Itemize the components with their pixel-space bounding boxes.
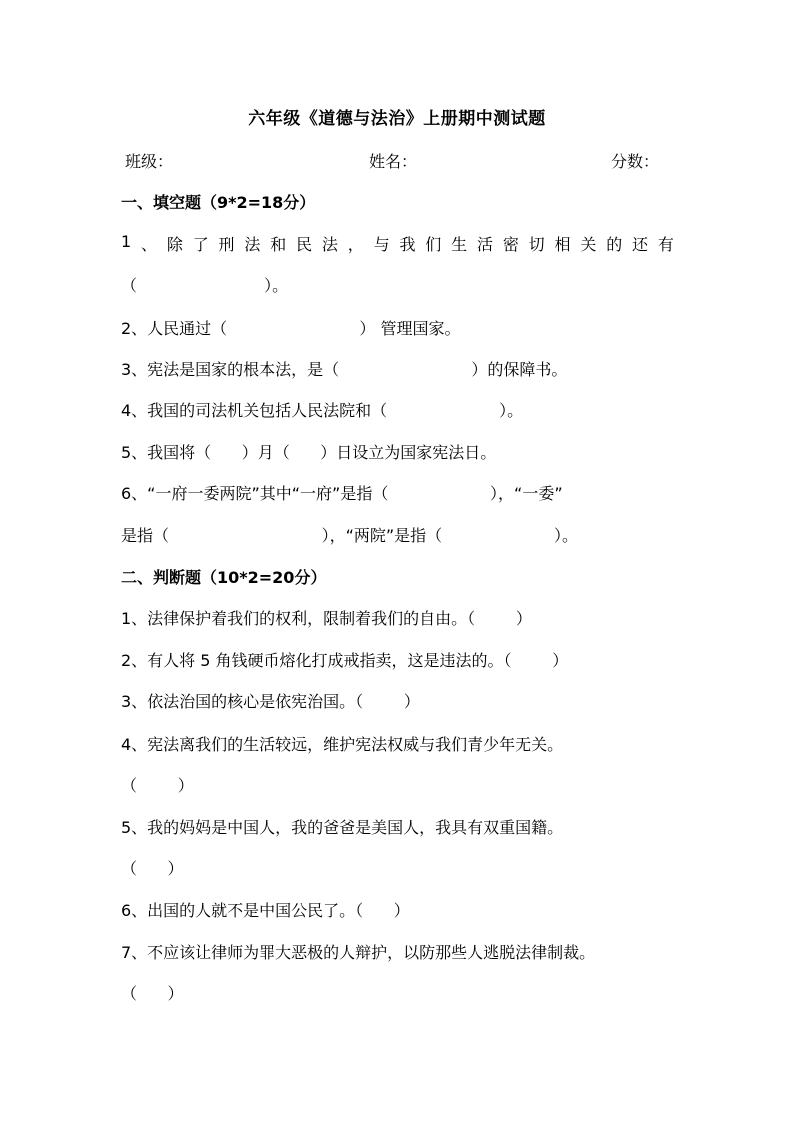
fill-question-1-char: 法 bbox=[321, 235, 338, 254]
fill-question-1-char: 切 bbox=[528, 235, 545, 254]
fill-question-1 bbox=[121, 232, 674, 255]
fill-question-1-char: 的 bbox=[606, 235, 623, 254]
judge-question-1: 1、法律保护着我们的权利，限制着我们的自由。（ ） bbox=[121, 609, 532, 628]
fill-question-1-char: 、 bbox=[141, 235, 158, 254]
section-fill-in-heading: 一、填空题（9*2=18分） bbox=[121, 193, 316, 212]
fill-question-1-char: 与 bbox=[373, 235, 390, 254]
judge-question-7: 7、不应该让律师为罪大恶极的人辩护，以防那些人逃脱法律制裁。 bbox=[121, 943, 596, 962]
fill-question-2: 2、人民通过（ ） 管理国家。 bbox=[121, 319, 461, 338]
fill-question-1-char: 我 bbox=[399, 235, 416, 254]
fill-question-1-char: 法 bbox=[244, 235, 261, 254]
fill-question-1-char: 活 bbox=[476, 235, 493, 254]
fill-question-1-char: 相 bbox=[554, 235, 571, 254]
section-judge-heading: 二、判断题（10*2=20分） bbox=[121, 568, 327, 587]
fill-question-1-char: 们 bbox=[425, 235, 442, 254]
fill-question-1-char: 密 bbox=[502, 235, 519, 254]
judge-question-5-cont: （ ） bbox=[121, 859, 184, 878]
fill-question-1-char: 1 bbox=[121, 232, 132, 251]
fill-question-1-char: 还 bbox=[632, 235, 649, 254]
fill-question-1-char: 和 bbox=[270, 235, 287, 254]
judge-question-2: 2、有人将 5 角钱硬币熔化打成戒指卖，这是违法的。（ ） bbox=[121, 651, 569, 670]
judge-question-4-cont: （ ） bbox=[121, 776, 194, 795]
judge-question-5: 5、我的妈妈是中国人，我的爸爸是美国人，我具有双重国籍。 bbox=[121, 818, 564, 837]
fill-question-3: 3、宪法是国家的根本法，是（ ）的保障书。 bbox=[121, 360, 568, 379]
fill-question-1-char: 刑 bbox=[218, 235, 235, 254]
fill-question-1-char: ， bbox=[347, 235, 364, 254]
fill-question-1-char: 除 bbox=[166, 235, 183, 254]
fill-question-1-char: 了 bbox=[192, 235, 209, 254]
fill-question-4: 4、我国的司法机关包括人民法院和（ ）。 bbox=[121, 401, 524, 420]
judge-question-7-cont: （ ） bbox=[121, 984, 184, 1003]
judge-question-3: 3、依法治国的核心是依宪治国。（ ） bbox=[121, 692, 420, 711]
fill-question-1-char: 关 bbox=[580, 235, 597, 254]
fill-question-6-cont: 是指（ ），“两院”是指（ ）。 bbox=[121, 526, 579, 545]
fill-question-1-char: 生 bbox=[451, 235, 468, 254]
fill-question-6: 6、“一府一委两院”其中“一府”是指（ ），“一委” bbox=[121, 484, 563, 503]
score-label: 分数： bbox=[611, 152, 660, 171]
page-title: 六年级《道德与法治》上册期中测试题 bbox=[248, 109, 546, 129]
fill-question-1-char: 民 bbox=[296, 235, 313, 254]
fill-question-1-cont: （ ）。 bbox=[121, 276, 289, 295]
name-label: 姓名： bbox=[369, 152, 418, 171]
fill-question-1-char: 有 bbox=[657, 235, 674, 254]
fill-question-5: 5、我国将（ ）月（ ）日设立为国家宪法日。 bbox=[121, 443, 497, 462]
class-label: 班级： bbox=[125, 152, 174, 171]
judge-question-6: 6、出国的人就不是中国公民了。（ ） bbox=[121, 901, 410, 920]
judge-question-4: 4、宪法离我们的生活较远，维护宪法权威与我们青少年无关。 bbox=[121, 735, 564, 754]
